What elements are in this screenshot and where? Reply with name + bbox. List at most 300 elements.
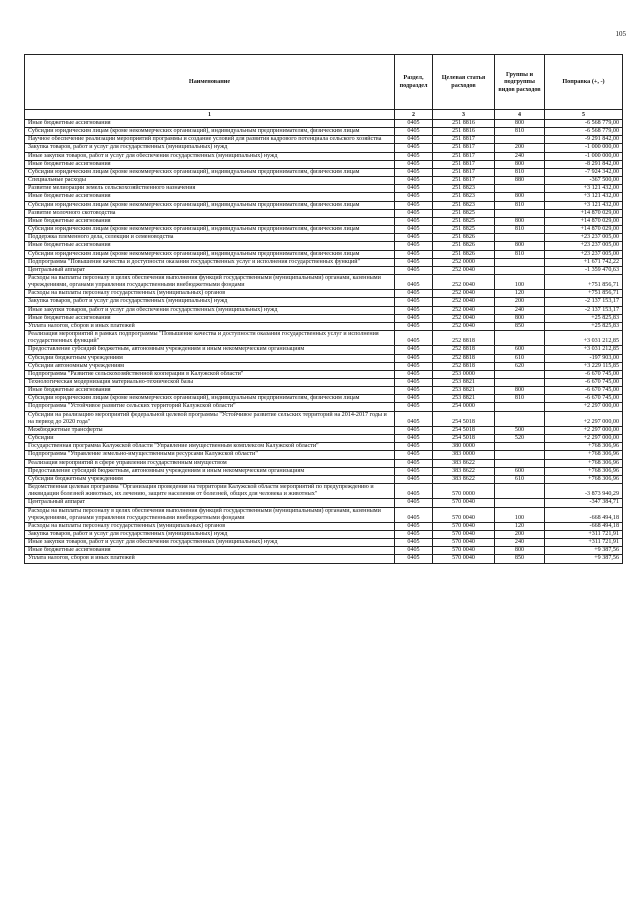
row-section-code: 0405 [395, 555, 433, 563]
row-name: Межбюджетные трансферты [25, 426, 395, 434]
row-name: Технологическая модернизация материально-технической базы [25, 379, 395, 387]
row-group-code: 240 [495, 306, 545, 314]
row-section-code: 0405 [395, 443, 433, 451]
row-amount: -367 500,00 [545, 177, 623, 185]
table-row [25, 152, 623, 160]
row-target-code: 251 8825 [433, 209, 495, 217]
row-amount: +9 387,56 [545, 555, 623, 563]
row-amount: -1 000 000,00 [545, 152, 623, 160]
row-group-code [495, 451, 545, 459]
row-amount: +3 121 432,00 [545, 201, 623, 209]
row-amount: +2 297 000,00 [545, 435, 623, 443]
table-row [25, 120, 623, 128]
table-header [25, 55, 623, 120]
row-section-code: 0405 [395, 411, 433, 426]
table-row [25, 362, 623, 370]
row-amount: -347 384,71 [545, 499, 623, 507]
row-amount: -668 494,18 [545, 522, 623, 530]
row-name: Реализация мероприятий в рамках подпрограммы "Повышение качества и доступности оказания государственных услуг и исполнения государственных функций" [25, 331, 395, 346]
row-name: Государственная программа Калужской области "Управление имущественным комплексом Калужской области" [25, 443, 395, 451]
row-target-code: 251 8816 [433, 128, 495, 136]
row-group-code: 600 [495, 467, 545, 475]
row-target-code: 253 8821 [433, 379, 495, 387]
row-amount: +3 229 115,85 [545, 362, 623, 370]
row-target-code: 251 8826 [433, 234, 495, 242]
row-target-code: 252 0040 [433, 290, 495, 298]
row-target-code: 252 8818 [433, 331, 495, 346]
header-target: Целевая статья расходов [433, 55, 495, 110]
table-row [25, 346, 623, 354]
row-name: Субсидии на реализацию мероприятий федеральной целевой программы "Устойчивое развитие сельских территорий на 2014-2017 годы и на период до 2020 года" [25, 411, 395, 426]
row-amount: -6 670 745,00 [545, 387, 623, 395]
row-section-code: 0405 [395, 467, 433, 475]
row-section-code: 0405 [395, 459, 433, 467]
table-row [25, 539, 623, 547]
row-group-code [495, 459, 545, 467]
row-group-code: 240 [495, 539, 545, 547]
row-section-code: 0405 [395, 403, 433, 411]
row-name: Субсидии юридическим лицам (кроме некоммерческих организаций), индивидуальным предпринимателям, физическим лицам [25, 128, 395, 136]
row-name: Субсидии юридическим лицам (кроме некоммерческих организаций), индивидуальным предпринимателям, физическим лицам [25, 250, 395, 258]
row-group-code: 810 [495, 168, 545, 176]
row-amount: +1 671 742,22 [545, 258, 623, 266]
row-target-code: 570 0040 [433, 522, 495, 530]
row-section-code: 0405 [395, 168, 433, 176]
row-name: Развитие мелиорации земель сельскохозяйственного назначения [25, 185, 395, 193]
row-name: Иные бюджетные ассигнования [25, 242, 395, 250]
row-target-code: 570 0000 [433, 484, 495, 499]
row-name: Иные закупки товаров, работ и услуг для обеспечения государственных (муниципальных) нужд [25, 306, 395, 314]
row-name: Научное обеспечение реализации мероприятий программы и создание условий для развития кадрового потенциала сельского хозяйства [25, 136, 395, 144]
budget-table [24, 54, 623, 564]
table-row [25, 226, 623, 234]
table-row [25, 306, 623, 314]
table-row [25, 484, 623, 499]
row-target-code: 570 0040 [433, 539, 495, 547]
row-amount: +25 825,83 [545, 322, 623, 330]
row-section-code: 0405 [395, 217, 433, 225]
row-name: Центральный аппарат [25, 499, 395, 507]
row-section-code: 0405 [395, 331, 433, 346]
row-group-code: 100 [495, 507, 545, 522]
row-target-code: 251 8817 [433, 144, 495, 152]
row-amount: -1 359 470,63 [545, 266, 623, 274]
row-name: Иные бюджетные ассигнования [25, 547, 395, 555]
row-target-code: 251 8816 [433, 120, 495, 128]
row-name: Иные бюджетные ассигнования [25, 160, 395, 168]
table-row [25, 160, 623, 168]
table-row [25, 411, 623, 426]
row-amount: +768 306,96 [545, 459, 623, 467]
row-group-code [495, 209, 545, 217]
row-amount: -2 137 153,17 [545, 298, 623, 306]
row-target-code: 251 8817 [433, 160, 495, 168]
row-amount: +23 237 005,00 [545, 234, 623, 242]
row-section-code: 0405 [395, 507, 433, 522]
row-group-code: 520 [495, 435, 545, 443]
row-group-code: 850 [495, 555, 545, 563]
row-amount: +311 721,91 [545, 530, 623, 538]
row-name: Предоставление субсидий бюджетным, автономным учреждениям и иным некоммерческим организациям [25, 467, 395, 475]
row-section-code: 0405 [395, 298, 433, 306]
row-section-code: 0405 [395, 379, 433, 387]
header-group: Группы и подгруппы видов расходов [495, 55, 545, 110]
row-target-code: 253 8821 [433, 395, 495, 403]
row-section-code: 0405 [395, 209, 433, 217]
row-section-code: 0405 [395, 201, 433, 209]
column-number: 5 [545, 110, 623, 120]
table-row [25, 555, 623, 563]
header-amount: Поправка (+, -) [545, 55, 623, 110]
row-group-code: 800 [495, 120, 545, 128]
row-target-code: 252 8818 [433, 362, 495, 370]
row-target-code: 254 5018 [433, 435, 495, 443]
row-amount: -6 670 745,00 [545, 370, 623, 378]
row-amount: +2 297 000,00 [545, 426, 623, 434]
row-target-code: 570 0040 [433, 507, 495, 522]
row-section-code: 0405 [395, 266, 433, 274]
row-group-code [495, 403, 545, 411]
row-target-code: 252 0040 [433, 314, 495, 322]
table-row [25, 322, 623, 330]
row-section-code: 0405 [395, 346, 433, 354]
row-target-code: 383 8622 [433, 459, 495, 467]
row-section-code: 0405 [395, 522, 433, 530]
table-row [25, 250, 623, 258]
row-amount: +9 387,56 [545, 547, 623, 555]
row-group-code: 800 [495, 160, 545, 168]
row-group-code: 800 [495, 217, 545, 225]
table-row [25, 314, 623, 322]
row-amount: -668 494,18 [545, 507, 623, 522]
table-row [25, 403, 623, 411]
row-section-code: 0405 [395, 395, 433, 403]
row-name: Уплата налогов, сборов и иных платежей [25, 322, 395, 330]
row-target-code: 252 0040 [433, 266, 495, 274]
row-amount: +2 297 000,00 [545, 403, 623, 411]
table-row [25, 258, 623, 266]
row-section-code: 0405 [395, 354, 433, 362]
row-amount: +14 870 029,00 [545, 217, 623, 225]
row-target-code: 251 8825 [433, 217, 495, 225]
table-row [25, 298, 623, 306]
row-group-code [495, 185, 545, 193]
row-name: Субсидии юридическим лицам (кроме некоммерческих организаций), индивидуальным предпринимателям, физическим лицам [25, 226, 395, 234]
row-name: Развитие молочного скотоводства [25, 209, 395, 217]
table-body [25, 120, 623, 564]
table-row [25, 507, 623, 522]
row-name: Расходы на выплаты персоналу государственных (муниципальных) органов [25, 290, 395, 298]
column-number: 1 [25, 110, 395, 120]
row-group-code: 200 [495, 298, 545, 306]
row-target-code: 252 8818 [433, 346, 495, 354]
row-name: Иные бюджетные ассигнования [25, 120, 395, 128]
table-row [25, 242, 623, 250]
row-group-code [495, 443, 545, 451]
row-name: Субсидии юридическим лицам (кроме некоммерческих организаций), индивидуальным предпринимателям, физическим лицам [25, 395, 395, 403]
row-group-code: 500 [495, 426, 545, 434]
row-amount: +751 856,71 [545, 274, 623, 289]
row-target-code: 251 8817 [433, 168, 495, 176]
table-row [25, 136, 623, 144]
row-target-code: 570 0040 [433, 530, 495, 538]
table-row [25, 290, 623, 298]
row-group-code [495, 370, 545, 378]
row-section-code: 0405 [395, 435, 433, 443]
row-name: Ведомственная целевая программа "Организация проведения на территории Калужской области мероприятий по предупреждению и ликвидации болезней животных, их лечению, защите населения от болезней, общих для человека и животных" [25, 484, 395, 499]
row-amount: +2 297 000,00 [545, 411, 623, 426]
row-name: Субсидии [25, 435, 395, 443]
row-target-code: 253 0000 [433, 370, 495, 378]
row-amount: -6 670 745,00 [545, 379, 623, 387]
row-name: Иные бюджетные ассигнования [25, 314, 395, 322]
row-section-code: 0405 [395, 160, 433, 168]
row-target-code: 251 8823 [433, 201, 495, 209]
table-row [25, 435, 623, 443]
row-section-code: 0405 [395, 290, 433, 298]
row-group-code: 240 [495, 152, 545, 160]
row-target-code: 251 8817 [433, 152, 495, 160]
row-target-code: 251 8817 [433, 136, 495, 144]
row-target-code: 383 8622 [433, 467, 495, 475]
row-section-code: 0405 [395, 250, 433, 258]
row-group-code: 810 [495, 395, 545, 403]
table-row [25, 379, 623, 387]
row-section-code: 0405 [395, 314, 433, 322]
row-amount: +311 721,91 [545, 539, 623, 547]
table-row [25, 451, 623, 459]
row-target-code: 252 0000 [433, 258, 495, 266]
row-target-code: 380 0000 [433, 443, 495, 451]
row-name: Субсидии юридическим лицам (кроме некоммерческих организаций), индивидуальным предпринимателям, физическим лицам [25, 168, 395, 176]
row-target-code: 252 0040 [433, 274, 495, 289]
row-amount: -6 568 779,00 [545, 128, 623, 136]
row-group-code: 810 [495, 128, 545, 136]
row-group-code: 600 [495, 346, 545, 354]
row-target-code: 254 5018 [433, 426, 495, 434]
row-name: Субсидии бюджетным учреждениям [25, 475, 395, 483]
row-amount: -1 000 000,00 [545, 144, 623, 152]
header-name: Наименование [25, 55, 395, 110]
row-name: Реализация мероприятий в сфере управления государственным имуществом [25, 459, 395, 467]
table-row [25, 177, 623, 185]
row-amount: +14 870 029,00 [545, 226, 623, 234]
column-number: 3 [433, 110, 495, 120]
column-number: 2 [395, 110, 433, 120]
table-row [25, 193, 623, 201]
row-section-code: 0405 [395, 128, 433, 136]
table-row [25, 395, 623, 403]
row-target-code: 251 8826 [433, 250, 495, 258]
row-section-code: 0405 [395, 226, 433, 234]
row-name: Субсидии бюджетным учреждениям [25, 354, 395, 362]
row-amount: +23 237 005,00 [545, 250, 623, 258]
row-name: Расходы на выплаты персоналу государственных (муниципальных) органов [25, 522, 395, 530]
table-row [25, 168, 623, 176]
row-name: Закупка товаров, работ и услуг для государственных (муниципальных) нужд [25, 298, 395, 306]
row-amount: -2 137 153,17 [545, 306, 623, 314]
row-name: Расходы на выплаты персоналу в целях обеспечения выполнения функций государственными (муниципальными) органами, казенными учреждениями, органами управления государственными внебюджетными фондами [25, 507, 395, 522]
table-row [25, 426, 623, 434]
row-name: Подпрограмма "Повышение качества и доступности оказания государственных услуг и исполнения государственных функций" [25, 258, 395, 266]
row-section-code: 0405 [395, 547, 433, 555]
row-name: Субсидии автономным учреждениям [25, 362, 395, 370]
row-target-code: 383 8622 [433, 475, 495, 483]
table-row [25, 201, 623, 209]
row-amount: -6 568 779,00 [545, 120, 623, 128]
row-target-code: 252 0040 [433, 306, 495, 314]
row-target-code: 570 0040 [433, 555, 495, 563]
row-section-code: 0405 [395, 322, 433, 330]
row-name: Уплата налогов, сборов и иных платежей [25, 555, 395, 563]
row-section-code: 0405 [395, 306, 433, 314]
row-section-code: 0405 [395, 242, 433, 250]
row-group-code: 850 [495, 322, 545, 330]
row-section-code: 0405 [395, 274, 433, 289]
row-name: Иные бюджетные ассигнования [25, 193, 395, 201]
row-name: Центральный аппарат [25, 266, 395, 274]
table-row [25, 274, 623, 289]
row-amount: +3 031 212,85 [545, 346, 623, 354]
row-group-code: 800 [495, 242, 545, 250]
row-target-code: 570 0040 [433, 547, 495, 555]
row-section-code: 0405 [395, 185, 433, 193]
row-group-code [495, 136, 545, 144]
row-name: Поддержка племенного дела, селекции и семеноводства [25, 234, 395, 242]
row-target-code: 252 0040 [433, 322, 495, 330]
row-group-code: 610 [495, 354, 545, 362]
row-amount: +3 121 432,00 [545, 193, 623, 201]
table-row [25, 467, 623, 475]
row-name: Субсидии юридическим лицам (кроме некоммерческих организаций), индивидуальным предпринимателям, физическим лицам [25, 201, 395, 209]
row-section-code: 0405 [395, 152, 433, 160]
row-section-code: 0405 [395, 530, 433, 538]
row-group-code [495, 499, 545, 507]
row-name: Закупка товаров, работ и услуг для государственных (муниципальных) нужд [25, 530, 395, 538]
table-row [25, 144, 623, 152]
row-name: Иные бюджетные ассигнования [25, 387, 395, 395]
row-section-code: 0405 [395, 234, 433, 242]
table-row [25, 522, 623, 530]
table-row [25, 331, 623, 346]
row-name: Иные закупки товаров, работ и услуг для обеспечения государственных (муниципальных) нужд [25, 152, 395, 160]
row-group-code [495, 331, 545, 346]
table-row [25, 499, 623, 507]
row-target-code: 254 0000 [433, 403, 495, 411]
row-section-code: 0405 [395, 144, 433, 152]
row-name: Специальные расходы [25, 177, 395, 185]
row-group-code: 800 [495, 387, 545, 395]
table-row [25, 443, 623, 451]
row-section-code: 0405 [395, 120, 433, 128]
row-target-code: 251 8826 [433, 242, 495, 250]
table-row [25, 475, 623, 483]
table-row [25, 209, 623, 217]
row-amount: -3 873 940,29 [545, 484, 623, 499]
row-group-code: 810 [495, 226, 545, 234]
row-amount: +3 031 212,85 [545, 331, 623, 346]
row-section-code: 0405 [395, 362, 433, 370]
row-section-code: 0405 [395, 484, 433, 499]
row-group-code: 200 [495, 530, 545, 538]
table-row [25, 185, 623, 193]
row-name: Иные бюджетные ассигнования [25, 217, 395, 225]
row-amount: -7 924 342,00 [545, 168, 623, 176]
row-group-code: 800 [495, 547, 545, 555]
row-section-code: 0405 [395, 136, 433, 144]
row-group-code: 810 [495, 201, 545, 209]
table-row [25, 530, 623, 538]
row-section-code: 0405 [395, 499, 433, 507]
table-row [25, 459, 623, 467]
table-row [25, 387, 623, 395]
row-name: Подпрограмма "Управление земельно-имущественными ресурсами Калужской области" [25, 451, 395, 459]
row-amount: -9 291 842,00 [545, 136, 623, 144]
table-row [25, 128, 623, 136]
row-group-code [495, 258, 545, 266]
row-group-code: 800 [495, 314, 545, 322]
row-group-code [495, 484, 545, 499]
row-group-code [495, 411, 545, 426]
row-amount: +14 870 029,00 [545, 209, 623, 217]
row-amount: -6 670 745,00 [545, 395, 623, 403]
row-target-code: 252 8818 [433, 354, 495, 362]
row-section-code: 0405 [395, 475, 433, 483]
row-target-code: 254 5018 [433, 411, 495, 426]
row-section-code: 0405 [395, 193, 433, 201]
row-section-code: 0405 [395, 177, 433, 185]
table-row [25, 370, 623, 378]
row-target-code: 251 8825 [433, 226, 495, 234]
row-group-code: 800 [495, 193, 545, 201]
table-row [25, 234, 623, 242]
row-target-code: 251 8823 [433, 193, 495, 201]
row-amount: -197 903,00 [545, 354, 623, 362]
row-section-code: 0405 [395, 258, 433, 266]
table-row [25, 547, 623, 555]
table-row [25, 266, 623, 274]
row-group-code [495, 379, 545, 387]
row-amount: -8 291 842,00 [545, 160, 623, 168]
row-amount: +768 306,96 [545, 443, 623, 451]
row-group-code: 100 [495, 274, 545, 289]
row-amount: +768 306,96 [545, 451, 623, 459]
row-group-code: 810 [495, 250, 545, 258]
row-section-code: 0405 [395, 426, 433, 434]
row-group-code: 120 [495, 522, 545, 530]
row-group-code: 200 [495, 144, 545, 152]
row-amount: +25 825,83 [545, 314, 623, 322]
row-group-code: 880 [495, 177, 545, 185]
page-number: 105 [615, 30, 626, 38]
row-amount: +3 121 432,00 [545, 185, 623, 193]
row-name: Иные закупки товаров, работ и услуг для обеспечения государственных (муниципальных) нужд [25, 539, 395, 547]
row-section-code: 0405 [395, 539, 433, 547]
row-name: Закупка товаров, работ и услуг для государственных (муниципальных) нужд [25, 144, 395, 152]
row-section-code: 0405 [395, 370, 433, 378]
row-group-code [495, 266, 545, 274]
row-target-code: 253 8821 [433, 387, 495, 395]
row-target-code: 570 0040 [433, 499, 495, 507]
row-section-code: 0405 [395, 451, 433, 459]
row-name: Подпрограмма "Устойчивое развитие сельских территорий Калужской области" [25, 403, 395, 411]
row-target-code: 251 8817 [433, 177, 495, 185]
row-target-code: 252 0040 [433, 298, 495, 306]
row-amount: +768 306,96 [545, 475, 623, 483]
row-section-code: 0405 [395, 387, 433, 395]
row-name: Подпрограмма "Развитие сельскохозяйственной кооперации в Калужской области" [25, 370, 395, 378]
row-group-code: 120 [495, 290, 545, 298]
